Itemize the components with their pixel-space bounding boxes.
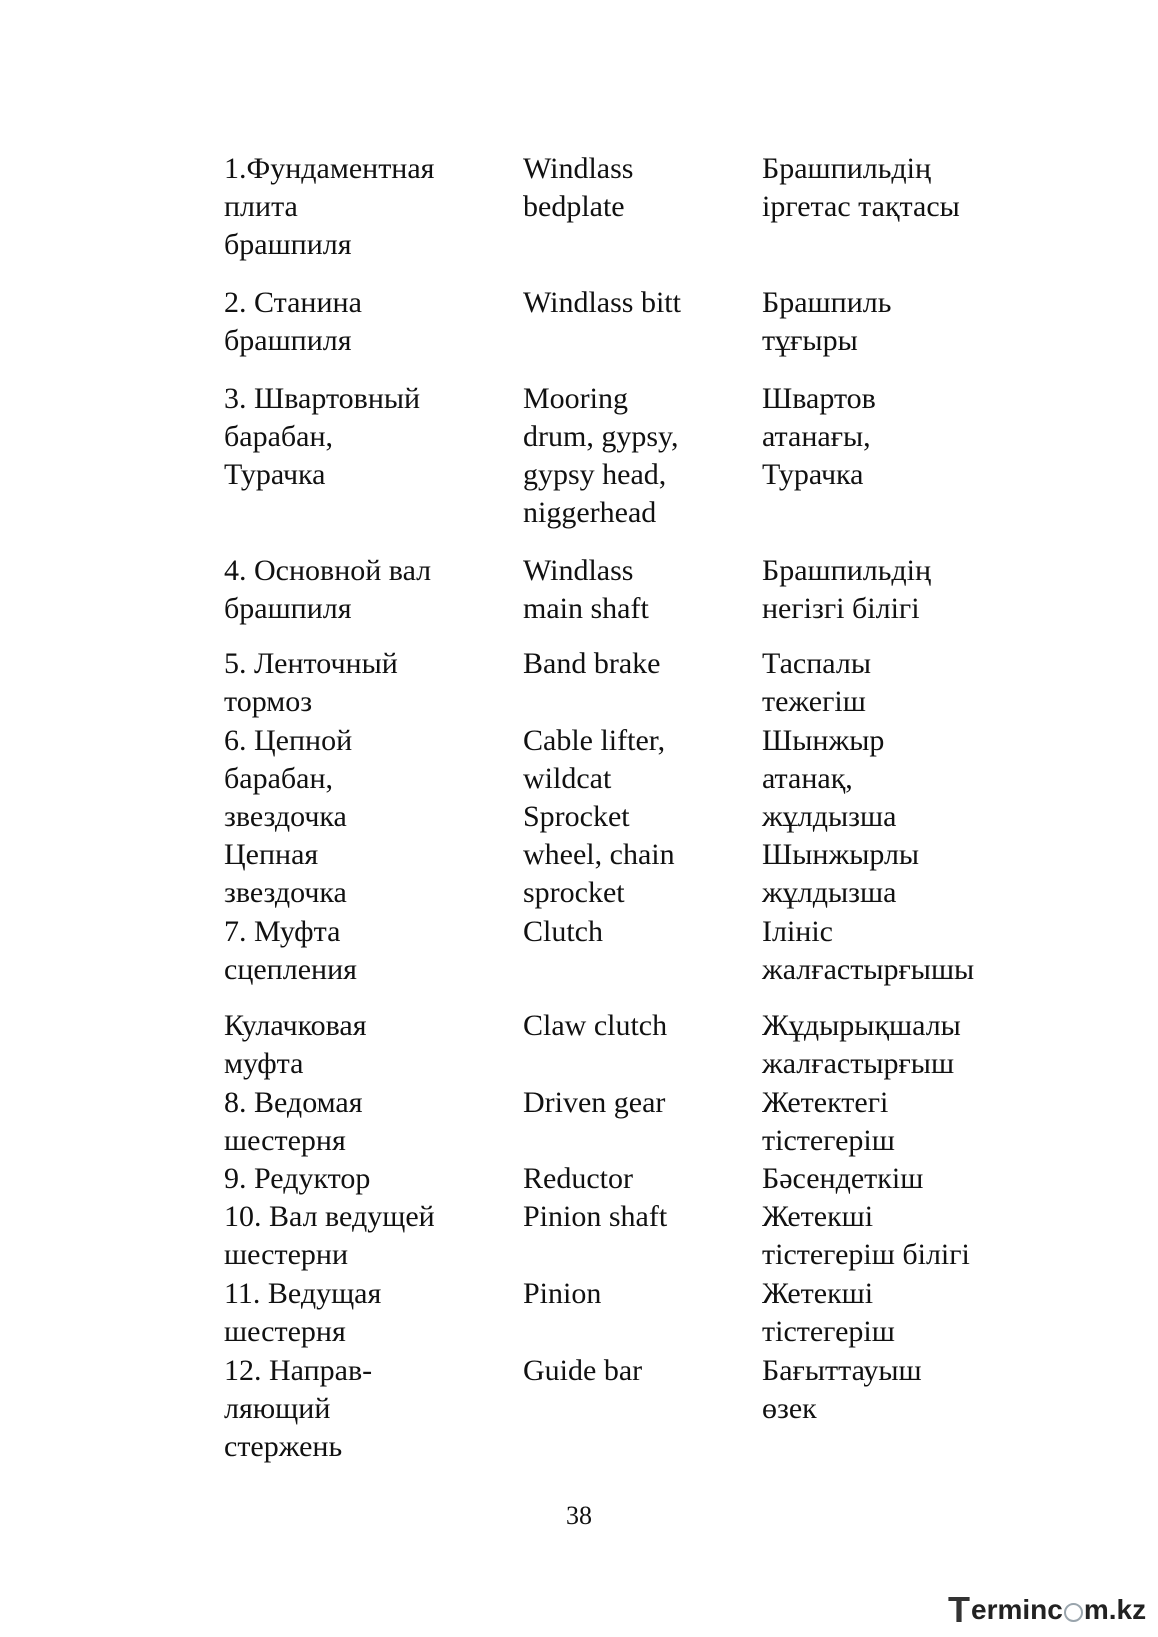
term-english: Cable lifter, wildcat Sprocket wheel, chain sprocket bbox=[523, 724, 675, 909]
term-english: Mooring drum, gypsy, gypsy head, niggerhead bbox=[523, 382, 679, 529]
term-kazakh: Бәсендеткіш bbox=[762, 1162, 924, 1195]
term-english: Windlass bitt bbox=[523, 286, 681, 319]
term-russian: 3. Швартовный барабан, Турачка bbox=[224, 382, 421, 491]
term-english: Windlass bedplate bbox=[523, 152, 634, 223]
term-russian: 2. Станина брашпиля bbox=[224, 286, 362, 357]
term-kazakh: Жетектегі тістегеріш bbox=[762, 1086, 895, 1157]
term-english: Pinion shaft bbox=[523, 1200, 668, 1233]
page-number: 38 bbox=[566, 1501, 592, 1530]
term-english: Reductor bbox=[523, 1162, 633, 1195]
term-english: Pinion bbox=[523, 1277, 602, 1310]
logo-text-suffix: m.kz bbox=[1083, 1594, 1147, 1625]
term-russian: 9. Редуктор bbox=[224, 1162, 371, 1195]
term-kazakh: Шынжыр атанақ, жұлдызша Шынжырлы жұлдызша bbox=[762, 724, 920, 909]
term-russian: 12. Направ- ляющий стержень bbox=[224, 1354, 373, 1463]
term-kazakh: Жетекші тістегеріш білігі bbox=[762, 1200, 970, 1271]
term-russian: 6. Цепной барабан, звездочка Цепная звездочка bbox=[224, 724, 353, 909]
term-english: Driven gear bbox=[523, 1086, 666, 1119]
term-kazakh: Жетекші тістегеріш bbox=[762, 1277, 895, 1348]
term-kazakh: Брашпиль тұғыры bbox=[762, 286, 892, 357]
term-kazakh: Таспалы тежегіш bbox=[762, 647, 871, 718]
term-russian: Кулачковая муфта bbox=[224, 1009, 367, 1080]
logo-text-mid: erminc bbox=[971, 1594, 1063, 1625]
termincom-logo bbox=[948, 1590, 1148, 1630]
term-russian: 8. Ведомая шестерня bbox=[224, 1086, 363, 1157]
term-kazakh: Жұдырықшалы жалғастырғыш bbox=[762, 1009, 961, 1080]
term-english: Band brake bbox=[523, 647, 661, 680]
term-english: Guide bar bbox=[523, 1354, 643, 1387]
term-kazakh: Брашпильдің негізгі білігі bbox=[762, 554, 932, 625]
term-russian: 5. Ленточный тормоз bbox=[224, 647, 398, 718]
term-english: Clutch bbox=[523, 915, 603, 948]
term-russian: 10. Вал ведущей шестерни bbox=[224, 1200, 435, 1271]
term-kazakh: Брашпильдің іргетас тақтасы bbox=[762, 152, 960, 223]
term-russian: 7. Муфта сцепления bbox=[224, 915, 357, 986]
term-russian: 1.Фундаментная плита брашпиля bbox=[224, 152, 435, 261]
term-russian: 4. Основной вал брашпиля bbox=[224, 554, 432, 625]
magnifier-icon bbox=[1064, 1603, 1083, 1622]
term-english: Claw clutch bbox=[523, 1009, 668, 1042]
term-english: Windlass main shaft bbox=[523, 554, 649, 625]
term-russian: 11. Ведущая шестерня bbox=[224, 1277, 382, 1348]
term-kazakh: Ілініс жалғастырғышы bbox=[762, 915, 975, 986]
term-kazakh: Бағыттауыш өзек bbox=[762, 1354, 922, 1425]
logo-letter-t: T bbox=[948, 1589, 970, 1630]
term-kazakh: Швартов атанағы, Турачка bbox=[762, 382, 876, 491]
